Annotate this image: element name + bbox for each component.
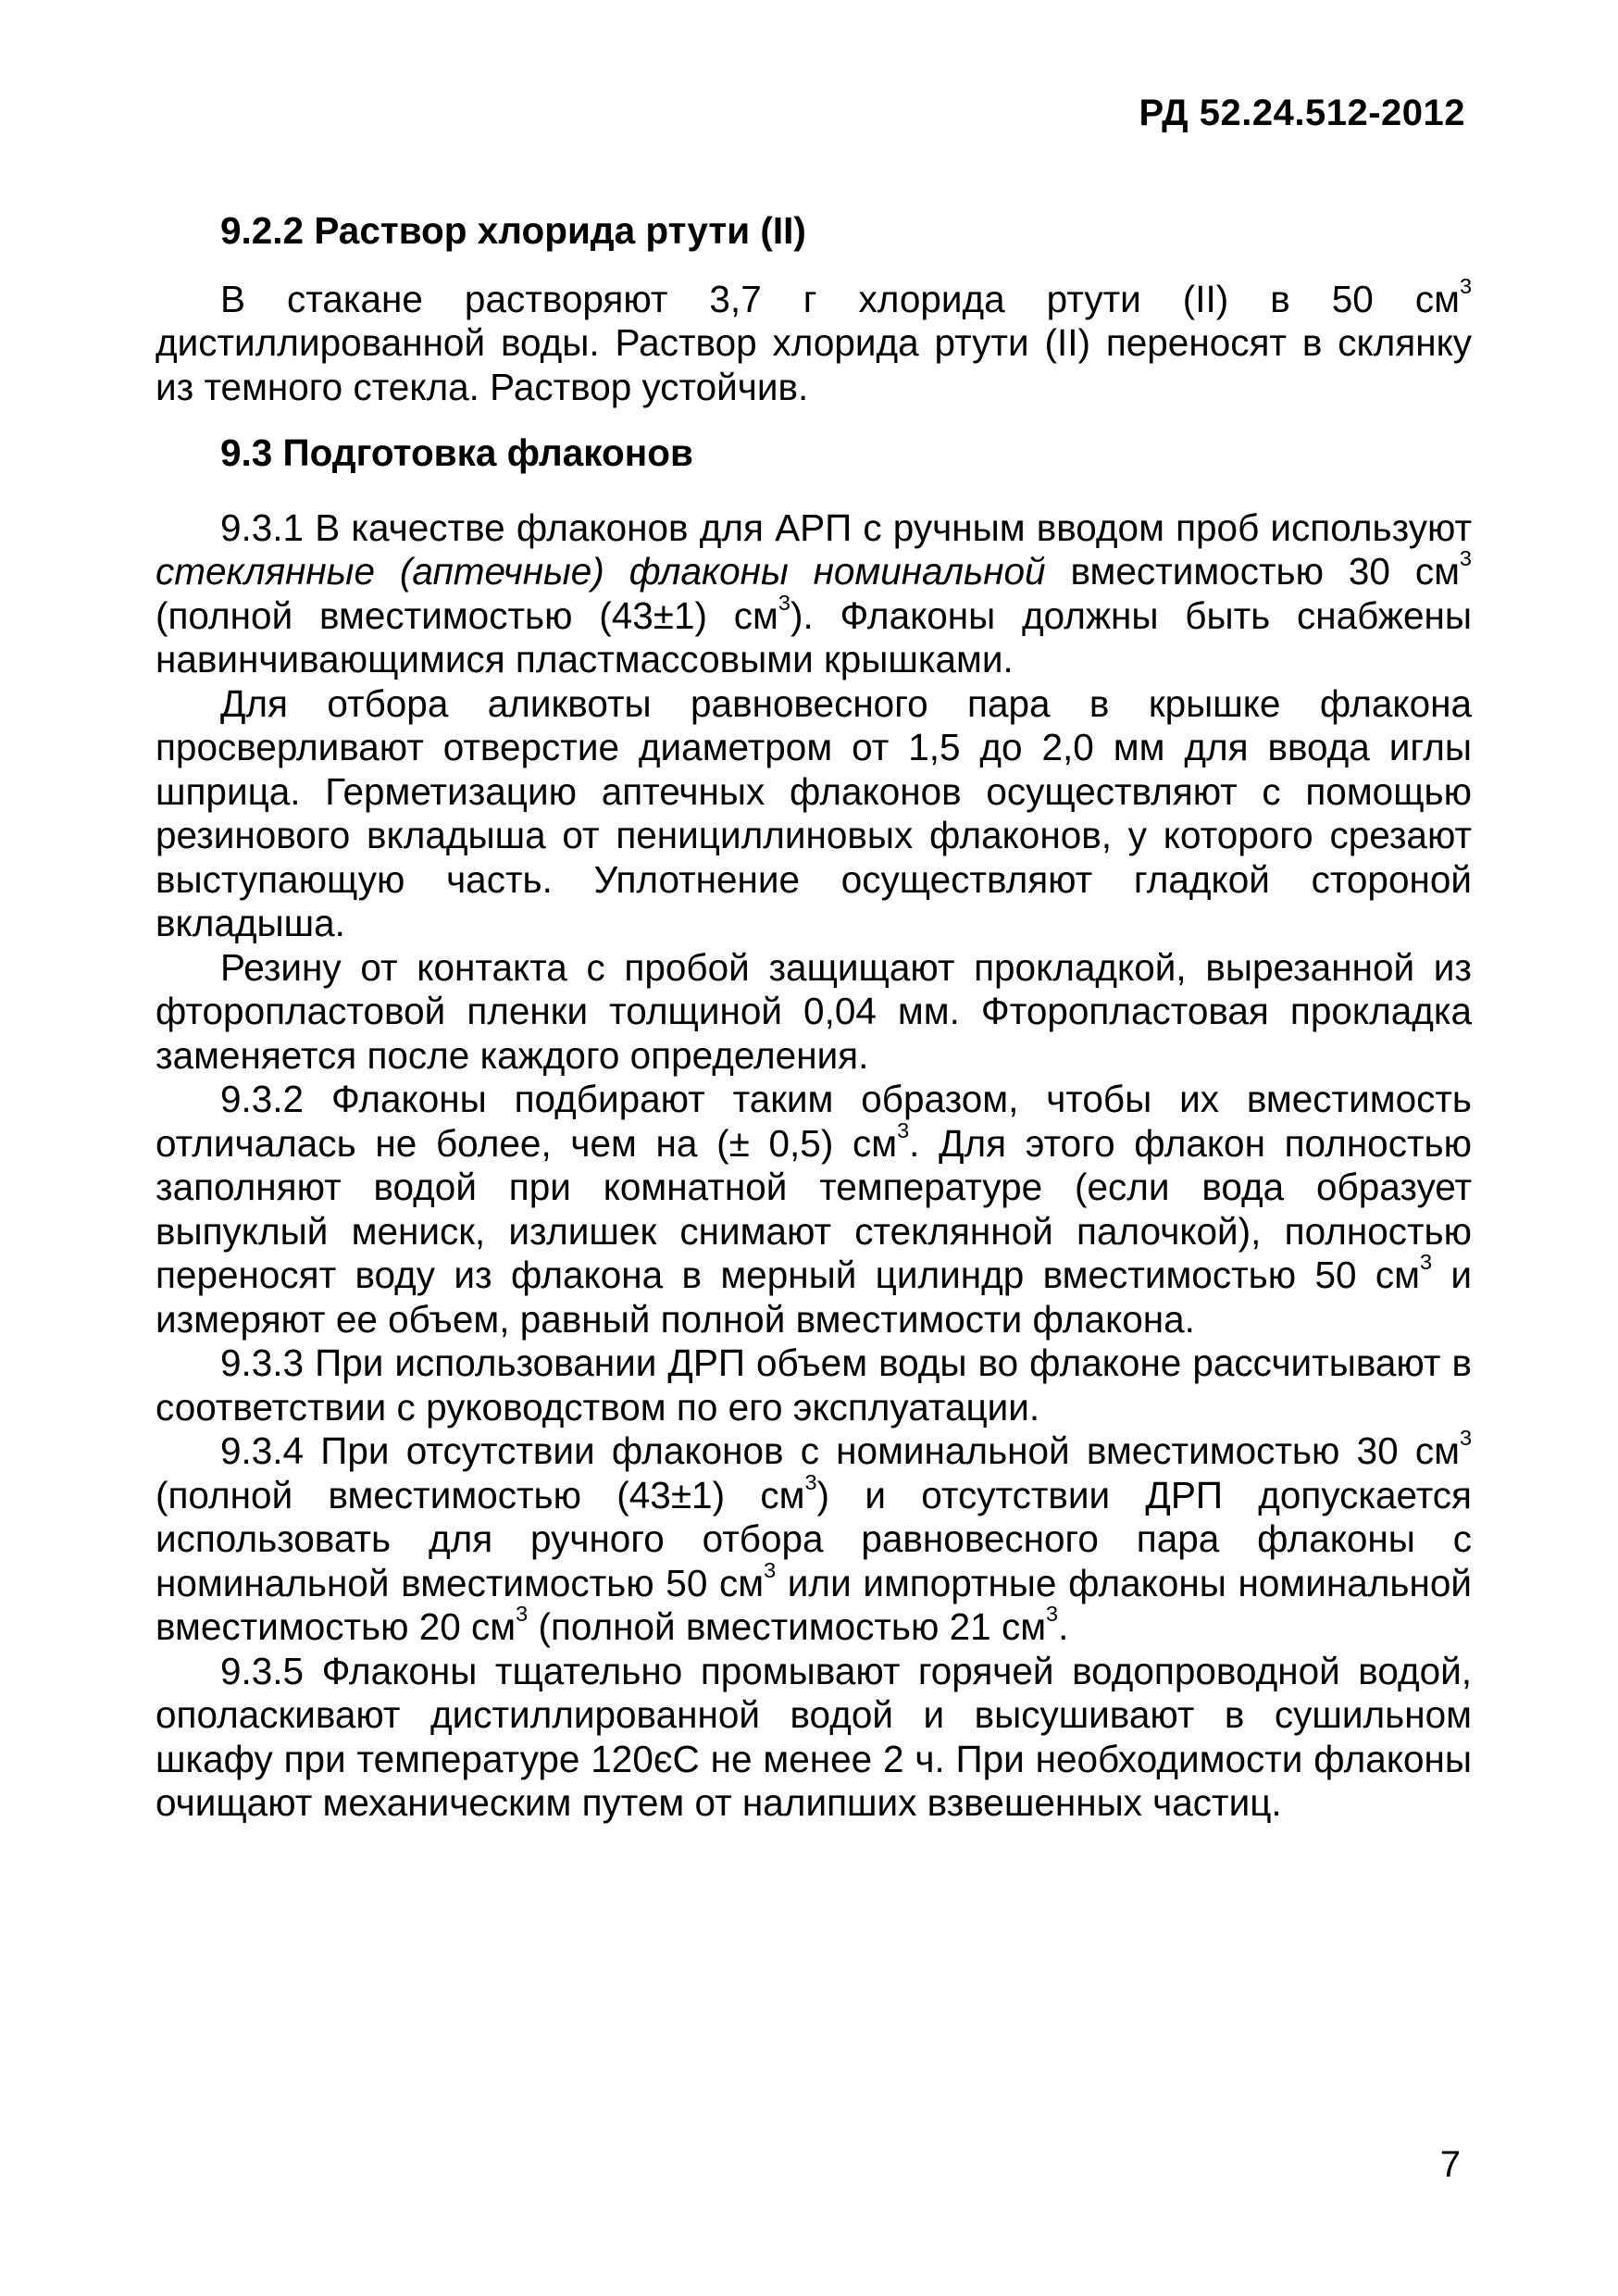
paragraph-9-3-3: 9.3.3 При использовании ДРП объем воды во флаконе рассчитывают в соответствии с руководством по его эксплуатации. <box>156 1341 1472 1429</box>
paragraph-9-3-2: 9.3.2 Флаконы подбирают таким образом, чтобы их вместимость отличалась не более, чем на (± 0,5) $см^3$. Для этого флакон полностью заполняют водой при комнатной температуре (если вода образует выпуклый мениск, излишек снимают стеклянной палочкой), полностью переносят воду из флакона в мерный цилиндр вместимостью 50 $см^3$ и измеряют ее объем, равный полной вместимости флакона. <box>156 1078 1472 1341</box>
paragraph-rubber-protection: Резину от контакта с пробой защищают прокладкой, вырезанной из фторопластовой пленки толщиной 0,04 мм. Фторопластовая прокладка заменяется после каждого определения. <box>156 945 1472 1077</box>
page-body <box>156 209 1472 1826</box>
document-code: РД 52.24.512-2012 <box>1139 93 1465 133</box>
paragraph-mercury-chloride-solution: В стакане растворяют 3,7 г хлорида ртути (II) в 50 $см^3$ дистиллированной воды. Раствор хлорида ртути (II) переносят в склянку из темного стекла. Раствор устойчив. <box>156 273 1472 408</box>
paragraph-9-3-5: 9.3.5 Флаконы тщательно промывают горячей водопроводной водой, ополаскивают дистиллированной водой и высушивают в сушильном шкафу при температуре 120єС не менее 2 ч. При необходимости флаконы очищают механическим путем от налипших взвешенных частиц. <box>156 1649 1472 1824</box>
section-heading-9-3: 9.3 Подготовка флаконов <box>220 431 693 474</box>
paragraph-9-3-4: 9.3.4 При отсутствии флаконов с номинальной вместимостью 30 $см^3$ (полной вместимостью (43±1) $см^3$) и отсутствии ДРП допускается использовать для ручного отбора равновесного пара флаконы с номинальной вместимостью 50 $см^3$ или импортные флаконы номинальной вместимостью 20 $см^3$ (полной вместимостью 21 $см^3$. <box>156 1426 1472 1648</box>
italic-vial-type: стеклянные (аптечные) флаконы номинальной <box>156 550 1046 593</box>
paragraph-cap-drilling: Для отбора аликвоты равновесного пара в крышке флакона просверливают отверстие диаметром от 1,5 до 2,0 мм для ввода иглы шприца. Герметизацию аптечных флаконов осуществляют с помощью резинового вкладыша от пенициллиновых флаконов, у которого срезают выступающую часть. Уплотнение осуществляют гладкой стороной вкладыша. <box>156 681 1472 944</box>
paragraph-9-3-1: 9.3.1 В качестве флаконов для АРП с ручным вводом проб используют стеклянные (аптечные) флаконы номинальной вместимостью 30 $см^3$ (полной вместимостью (43±1) $см^3$). Флаконы должны быть снабжены навинчивающимися пластмассовыми крышками. <box>156 505 1472 680</box>
section-heading-9-2-2: 9.2.2 Раствор хлорида ртути (II) <box>220 209 806 252</box>
page-number: 7 <box>1439 2144 1461 2185</box>
